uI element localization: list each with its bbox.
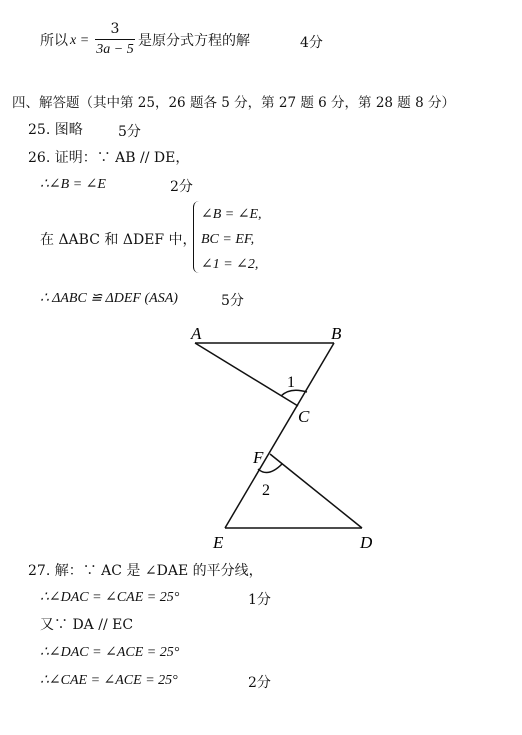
q27-step2: 又∵ DA // EC bbox=[40, 617, 134, 633]
label-angle-2: 2 bbox=[262, 482, 270, 499]
q26-triangle-prefix: 在 ΔABC 和 ΔDEF 中， bbox=[40, 232, 197, 248]
q27-step1: ∴∠DAC = ∠CAE = 25° bbox=[40, 590, 180, 605]
q27-step1-points: 1分 bbox=[248, 592, 271, 608]
label-E: E bbox=[213, 533, 224, 552]
label-B: B bbox=[331, 324, 342, 343]
q27-step4: ∴∠CAE = ∠ACE = 25° bbox=[40, 673, 178, 688]
q25-points: 5分 bbox=[118, 124, 141, 140]
q27-intro: 27. 解：∵ AC 是 ∠DAE 的平分线， bbox=[28, 563, 263, 579]
points-top: 4分 bbox=[300, 35, 323, 51]
q27-step3: ∴∠DAC = ∠ACE = 25° bbox=[40, 645, 180, 660]
q26-condition-2: BC = EF, bbox=[201, 232, 255, 247]
label-A: A bbox=[191, 324, 202, 343]
solution-suffix: 是原分式方程的解 bbox=[138, 33, 250, 49]
segment-FD bbox=[270, 454, 362, 528]
solution-prefix: 所以 bbox=[40, 33, 68, 49]
segment-AC bbox=[195, 343, 298, 406]
fraction-denominator: 3a − 5 bbox=[96, 42, 134, 57]
x-equals: x = bbox=[70, 33, 90, 48]
q25-text: 25. 图略 bbox=[28, 122, 83, 138]
q26-step1: ∴∠B = ∠E bbox=[40, 177, 106, 192]
section-heading: 四、解答题（其中第 25，26 题各 5 分，第 27 题 6 分，第 28 题 8 分） bbox=[12, 95, 455, 111]
label-F: F bbox=[253, 448, 264, 467]
q26-condition-1: ∠B = ∠E, bbox=[201, 207, 262, 222]
q26-conclusion: ∴ ΔABC ≌ ΔDEF (ASA) bbox=[40, 291, 178, 306]
q26-intro: 26. 证明：∵ AB // DE， bbox=[28, 150, 190, 166]
fraction-numerator: 3 bbox=[110, 21, 120, 37]
q26-conclusion-points: 5分 bbox=[221, 293, 244, 309]
label-angle-1: 1 bbox=[287, 374, 295, 391]
q26-condition-3: ∠1 = ∠2, bbox=[201, 257, 259, 272]
q26-step1-points: 2分 bbox=[170, 179, 193, 195]
label-C: C bbox=[298, 407, 310, 426]
label-D: D bbox=[360, 533, 373, 552]
q27-step4-points: 2分 bbox=[248, 675, 271, 691]
